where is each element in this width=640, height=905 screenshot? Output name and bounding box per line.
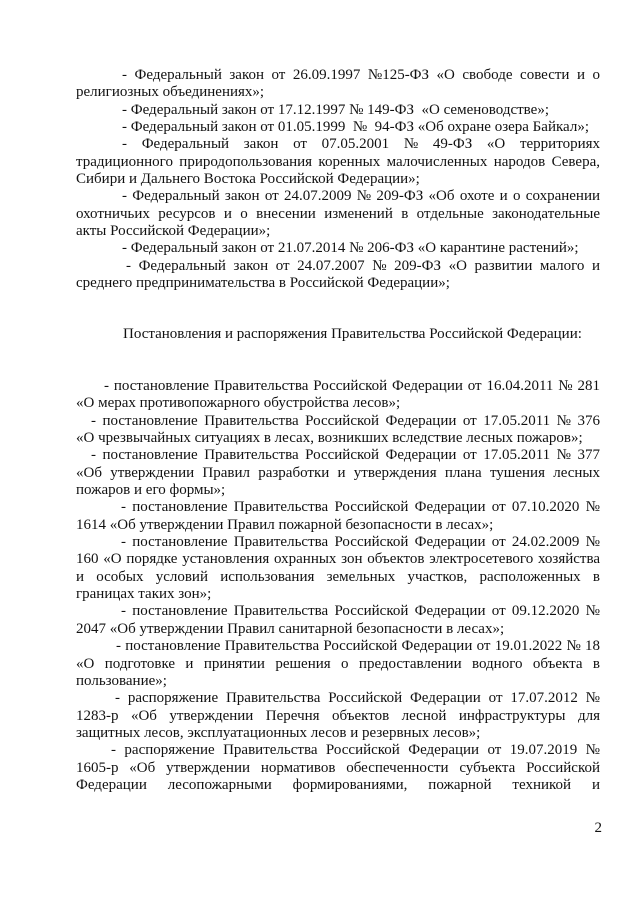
text-line: охотничьих ресурсов и о внесении изменений в отдельные законодательные: [76, 205, 600, 222]
text-line: религиозных объединениях»;: [76, 84, 265, 101]
government-act-item: [76, 447, 600, 499]
text-line: - постановление Правительства Российской Федерации от 09.12.2020 №: [121, 603, 600, 620]
government-act-item: [76, 638, 600, 690]
section-heading-wrap: [76, 326, 600, 343]
government-act-item: [76, 603, 600, 638]
text-line: - Федеральный закон от 24.07.2009 № 209-ФЗ «Об охоте и о сохранении: [122, 188, 600, 205]
government-acts-list: [76, 378, 600, 794]
text-line: - Федеральный закон от 01.05.1999 № 94-ФЗ «Об охране озера Байкал»;: [122, 119, 589, 136]
text-line: 160 «О порядке установления охранных зон объектов электросетевого хозяйства: [76, 551, 600, 568]
federal-law-item: [76, 258, 600, 293]
text-line: - постановление Правительства Российской Федерации от 24.02.2009 №: [121, 534, 600, 551]
text-line: 1605-р «Об утверждении нормативов обеспеченности субъекта Российской: [76, 759, 600, 776]
federal-law-item: [76, 188, 600, 240]
government-act-item: [76, 690, 600, 742]
text-line: - постановление Правительства Российской Федерации от 19.01.2022 № 18: [116, 638, 600, 655]
text-line: традиционного природопользования коренных малочисленных народов Севера,: [76, 153, 600, 170]
text-line: среднего предпринимательства в Российской Федерации»;: [76, 275, 450, 292]
text-line: - Федеральный закон от 17.12.1997 № 149-ФЗ «О семеноводстве»;: [122, 101, 549, 118]
text-line: «О мерах противопожарного обустройства лесов»;: [76, 395, 401, 412]
government-act-item: [76, 378, 600, 413]
text-line: - постановление Правительства Российской Федерации от 16.04.2011 № 281: [104, 378, 600, 394]
text-line: - распоряжение Правительства Российской Федерации от 17.07.2012 №: [115, 690, 600, 707]
text-line: - Федеральный закон от 07.05.2001 № 49-ФЗ «О территориях: [122, 136, 600, 153]
federal-law-item: [76, 102, 600, 119]
text-line: акты Российской Федерации»;: [76, 223, 271, 240]
federal-laws-list: [76, 67, 600, 292]
text-line: пожаров и его формы»;: [76, 482, 226, 499]
text-line: «Об утверждении Правил разработки и утверждения плана тушения лесных: [76, 464, 600, 481]
text-line: - Федеральный закон от 26.09.1997 №125-ФЗ «О свободе совести и о: [122, 67, 600, 83]
text-line: «О подготовке и принятии решения о предоставлении водного объекта в: [76, 655, 600, 672]
text-line: - распоряжение Правительства Российской Федерации от 19.07.2019 №: [111, 742, 600, 759]
federal-law-item: [76, 136, 600, 188]
government-act-item: [76, 742, 600, 794]
text-line: 2047 «Об утверждении Правил санитарной безопасности в лесах»;: [76, 620, 505, 637]
text-line: Сибири и Дальнего Востока Российской Федерации»;: [76, 171, 420, 188]
text-line: границах таких зон»;: [76, 586, 212, 603]
page-number: 2: [594, 820, 602, 836]
government-act-item: [76, 534, 600, 603]
text-line: - Федеральный закон от 21.07.2014 № 206-ФЗ «О карантине растений»;: [122, 240, 579, 257]
section-heading: Постановления и распоряжения Правительства Российской Федерации:: [123, 326, 582, 342]
federal-law-item: [76, 119, 600, 136]
text-line: Федерации лесопожарными формированиями, пожарной техникой и: [76, 776, 600, 793]
text-line: - Федеральный закон от 24.07.2007 № 209-ФЗ «О развитии малого и: [126, 257, 600, 274]
federal-law-item: [76, 240, 600, 257]
text-line: 1283-р «Об утверждении Перечня объектов лесной инфраструктуры для: [76, 707, 600, 724]
text-line: «О чрезвычайных ситуациях в лесах, возникших вследствие лесных пожаров»;: [76, 430, 583, 447]
text-line: - постановление Правительства Российской Федерации от 07.10.2020 №: [121, 499, 600, 516]
text-line: - постановление Правительства Российской Федерации от 17.05.2011 № 376: [91, 412, 600, 429]
text-line: пользование»;: [76, 672, 167, 689]
federal-law-item: [76, 67, 600, 102]
text-line: - постановление Правительства Российской Федерации от 17.05.2011 № 377: [91, 447, 600, 464]
government-act-item: [76, 499, 600, 534]
text-line: защитных лесов, эксплуатационных лесов и резервных лесов»;: [76, 724, 481, 741]
government-act-item: [76, 413, 600, 448]
text-line: и особых условий использования земельных участков, расположенных в: [76, 568, 600, 585]
text-line: 1614 «Об утверждении Правил пожарной безопасности в лесах»;: [76, 516, 494, 533]
